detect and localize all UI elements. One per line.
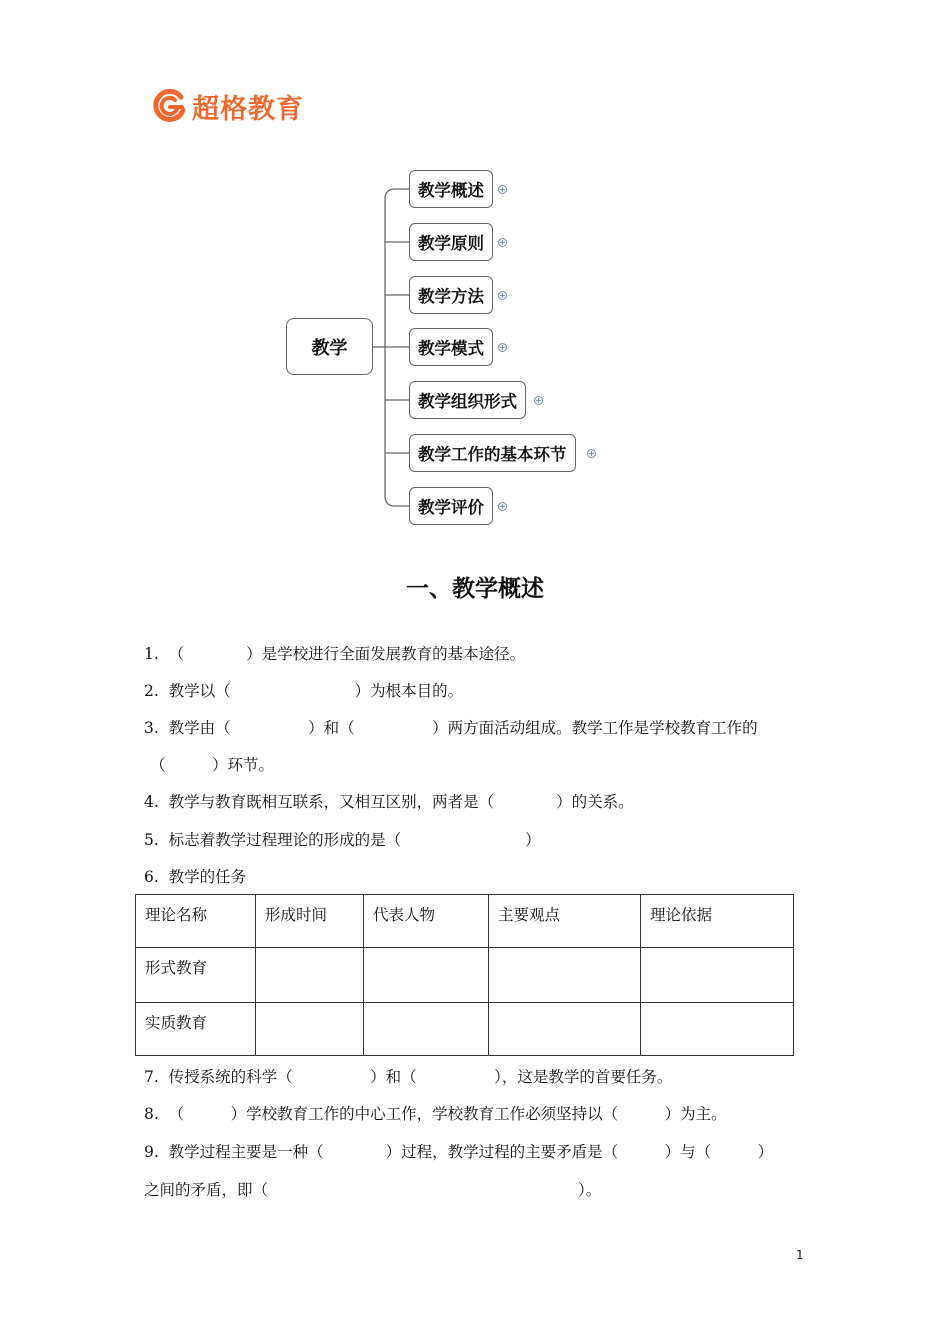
table-header-cell: 理论名称 bbox=[136, 895, 256, 948]
theory-table bbox=[135, 894, 794, 1056]
table-header-cell: 代表人物 bbox=[364, 895, 489, 948]
mind-map-node-principles[interactable]: 教学原则 bbox=[409, 223, 493, 261]
section-title: 一、教学概述 bbox=[406, 576, 544, 602]
question-4 bbox=[144, 790, 634, 812]
table-cell: 实质教育 bbox=[136, 1003, 256, 1056]
question-9-continuation: 之间的矛盾，即（ ）。 bbox=[144, 1181, 602, 1199]
question-number: 1. bbox=[144, 645, 159, 663]
table-cell[interactable] bbox=[489, 948, 641, 1003]
table-cell[interactable] bbox=[364, 948, 489, 1003]
question-number: 6. bbox=[144, 868, 159, 886]
question-5 bbox=[144, 828, 541, 850]
table-cell[interactable] bbox=[256, 1003, 364, 1056]
question-number: 5. bbox=[144, 831, 159, 849]
table-header-cell: 理论依据 bbox=[641, 895, 794, 948]
brand-name: 超格教育 bbox=[192, 93, 304, 125]
question-7 bbox=[144, 1065, 672, 1087]
table-header-cell: 形成时间 bbox=[256, 895, 364, 948]
plus-circle-icon[interactable]: + bbox=[499, 343, 506, 352]
question-number: 8. bbox=[144, 1105, 159, 1123]
question-text: 教学与教育既相互联系，又相互区别，两者是（ ）的关系。 bbox=[168, 793, 634, 811]
table-cell[interactable] bbox=[641, 1003, 794, 1056]
table-header-row bbox=[136, 895, 794, 948]
plus-circle-icon[interactable]: + bbox=[499, 291, 506, 300]
mind-map-node-models[interactable]: 教学模式 bbox=[409, 328, 493, 366]
question-text: 教学由（ ）和（ ）两方面活动组成。教学工作是学校教育工作的 bbox=[168, 719, 758, 737]
mind-map-node-overview[interactable]: 教学概述 bbox=[409, 170, 493, 208]
table-cell[interactable] bbox=[256, 948, 364, 1003]
question-text: 标志着教学过程理论的形成的是（ ） bbox=[168, 831, 541, 849]
table-cell[interactable] bbox=[364, 1003, 489, 1056]
question-text: 传授系统的科学（ ）和（ ），这是教学的首要任务。 bbox=[168, 1068, 673, 1086]
plus-circle-icon[interactable]: + bbox=[499, 502, 506, 511]
question-text: 教学的任务 bbox=[168, 868, 247, 886]
mind-map bbox=[0, 0, 950, 560]
plus-circle-icon[interactable]: + bbox=[499, 185, 506, 194]
question-text: 教学过程主要是一种（ ）过程，教学过程的主要矛盾是（ ）与（ ） bbox=[168, 1143, 774, 1161]
mind-map-node-basic-steps[interactable]: 教学工作的基本环节 bbox=[409, 434, 576, 472]
table-cell: 形式教育 bbox=[136, 948, 256, 1003]
question-number: 3. bbox=[144, 719, 159, 737]
question-text: （ ）学校教育工作的中心工作，学校教育工作必须坚持以（ ）为主。 bbox=[168, 1105, 727, 1123]
table-cell[interactable] bbox=[489, 1003, 641, 1056]
table-row bbox=[136, 948, 794, 1003]
mind-map-node-methods[interactable]: 教学方法 bbox=[409, 276, 493, 314]
question-number: 9. bbox=[144, 1143, 159, 1161]
question-text: 教学以（ ）为根本目的。 bbox=[168, 682, 464, 700]
question-number: 2. bbox=[144, 682, 159, 700]
mind-map-root[interactable]: 教学 bbox=[286, 318, 373, 375]
question-number: 4. bbox=[144, 793, 159, 811]
question-number: 7. bbox=[144, 1068, 159, 1086]
mind-map-node-organization[interactable]: 教学组织形式 bbox=[409, 381, 526, 419]
table-row bbox=[136, 1003, 794, 1056]
plus-circle-icon[interactable]: + bbox=[535, 396, 542, 405]
mind-map-node-evaluation[interactable]: 教学评价 bbox=[409, 487, 493, 525]
question-2 bbox=[144, 679, 463, 701]
plus-circle-icon[interactable]: + bbox=[499, 238, 506, 247]
question-6 bbox=[144, 865, 246, 887]
question-text: （ ）是学校进行全面发展教育的基本途径。 bbox=[168, 645, 526, 663]
question-8 bbox=[144, 1102, 727, 1124]
question-9 bbox=[144, 1140, 773, 1162]
question-3 bbox=[144, 716, 758, 738]
question-3-continuation: （ ）环节。 bbox=[150, 756, 275, 774]
question-1 bbox=[144, 642, 525, 664]
page-number: 1 bbox=[796, 1248, 804, 1262]
table-cell[interactable] bbox=[641, 948, 794, 1003]
table-header-cell: 主要观点 bbox=[489, 895, 641, 948]
plus-circle-icon[interactable]: + bbox=[588, 449, 595, 458]
